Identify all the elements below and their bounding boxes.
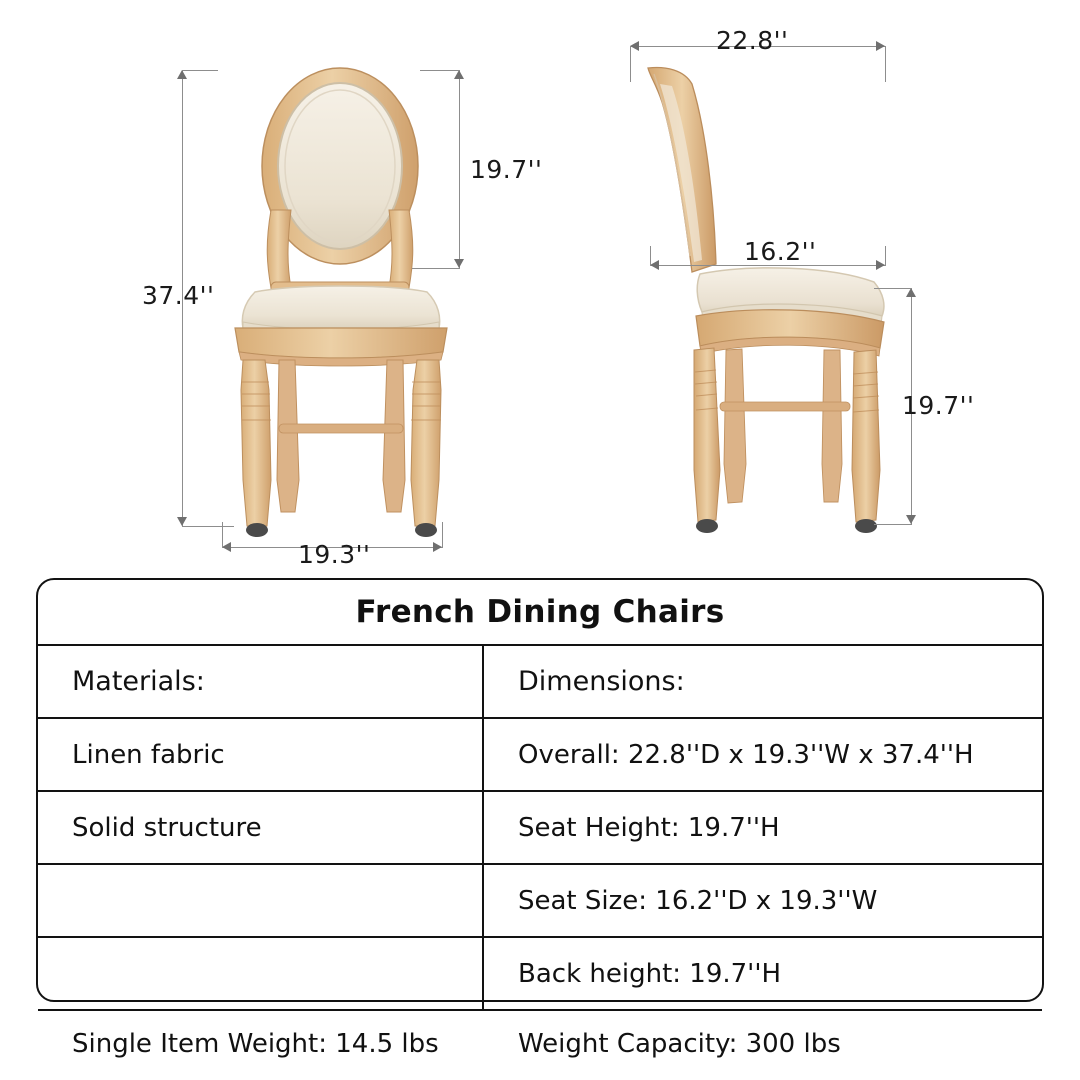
dimensions-header: Dimensions:	[518, 666, 685, 697]
material-cell: Linen fabric	[38, 719, 484, 790]
side-seat-depth-tick-left	[650, 246, 651, 266]
side-depth-arrow-left	[630, 41, 639, 51]
weight-capacity-cell: Weight Capacity: 300 lbs	[518, 1029, 841, 1059]
side-depth-tick-left	[630, 46, 631, 82]
dimension-cell: Seat Size: 16.2''D x 19.3''W	[518, 885, 878, 916]
table-row	[38, 863, 1042, 936]
side-seat-depth-tick-right	[885, 246, 886, 266]
front-back-height-tick-bottom	[412, 268, 460, 269]
side-depth-arrow-right	[876, 41, 885, 51]
material-cell: Solid structure	[38, 792, 484, 863]
dimension-cell: Back height: 19.7''H	[518, 958, 782, 989]
front-total-height-tick-top	[182, 70, 218, 71]
side-seat-height-arrow-top	[906, 288, 916, 297]
table-row	[38, 717, 1042, 790]
spec-header-row	[38, 644, 1042, 717]
side-depth-tick-right	[885, 46, 886, 82]
front-back-height-tick-top	[420, 70, 460, 71]
front-total-height-arrow-top	[177, 70, 187, 79]
front-total-height-tick-bottom	[182, 526, 234, 527]
side-seat-height-arrow-bottom	[906, 515, 916, 524]
table-footer-row	[38, 1009, 1042, 1077]
material-cell	[38, 938, 484, 1009]
table-row	[38, 790, 1042, 863]
front-total-height-arrow-bottom	[177, 517, 187, 526]
materials-header: Materials:	[38, 646, 484, 717]
side-seat-height-label: 19.7''	[902, 391, 975, 420]
dimension-cell: Seat Height: 19.7''H	[518, 812, 780, 843]
spec-title: French Dining Chairs	[355, 594, 725, 630]
front-width-tick-left	[222, 522, 223, 548]
front-view-chair	[195, 60, 485, 540]
front-width-label: 19.3''	[298, 540, 371, 569]
front-back-height-line	[459, 70, 460, 268]
front-width-arrow-right	[433, 542, 442, 552]
front-width-arrow-left	[222, 542, 231, 552]
side-depth-label: 22.8''	[716, 26, 789, 55]
front-back-height-label: 19.7''	[470, 155, 543, 184]
spec-table	[36, 578, 1044, 1059]
table-row	[38, 936, 1042, 1009]
front-width-tick-right	[442, 522, 443, 548]
material-cell	[38, 865, 484, 936]
side-seat-height-tick-top	[874, 288, 912, 289]
side-seat-depth-arrow-left	[650, 260, 659, 270]
dimension-cell: Overall: 22.8''D x 19.3''W x 37.4''H	[518, 739, 974, 770]
side-seat-depth-arrow-right	[876, 260, 885, 270]
front-back-height-arrow-bottom	[454, 259, 464, 268]
side-seat-depth-label: 16.2''	[744, 237, 817, 266]
front-back-height-arrow-top	[454, 70, 464, 79]
item-weight-cell: Single Item Weight: 14.5 lbs	[72, 1029, 439, 1059]
front-total-height-label: 37.4''	[142, 281, 215, 310]
side-view-chair	[640, 50, 920, 540]
side-seat-height-tick-bottom	[874, 524, 912, 525]
